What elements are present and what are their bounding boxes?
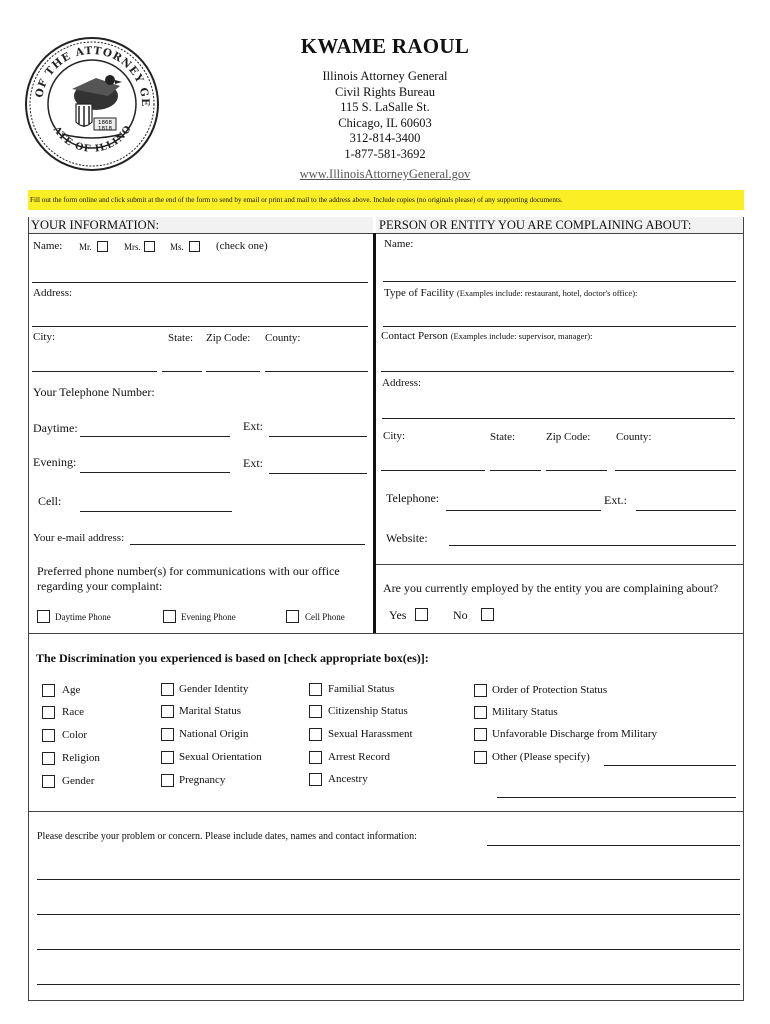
other-specify-field[interactable] [604,765,736,766]
discrimination-heading: The Discrimination you experienced is based on [check appropriate box(es)]: [36,651,429,665]
describe-line-2[interactable] [37,879,740,880]
evening-field[interactable] [80,472,230,473]
order-of-protection-label: Order of Protection Status [492,684,608,696]
military-status-label: Military Status [492,706,558,718]
facility-type-label: Type of Facility (Examples include: restaurant, hotel, doctor's office): [384,287,638,299]
address-line-1: Illinois Attorney General [322,69,448,83]
ms-checkbox[interactable] [189,241,200,252]
telephone-label: Your Telephone Number: [33,385,155,399]
yes-label: Yes [389,608,407,622]
describe-line-5[interactable] [37,984,740,985]
national-origin-label: National Origin [179,728,249,740]
cell-phone-label: Cell Phone [305,612,345,622]
ms-label: Ms. [170,242,184,252]
email-field[interactable] [130,544,365,545]
daytime-field[interactable] [80,436,230,437]
name-field[interactable] [32,282,368,283]
check-one-label: (check one) [216,240,268,252]
marital-status-checkbox[interactable] [161,705,174,718]
contact-person-label: Contact Person (Examples include: supervisor, manager): [381,330,593,342]
military-status-checkbox[interactable] [474,706,487,719]
column-divider [373,233,376,633]
website-link[interactable]: www.IllinoisAttorneyGeneral.gov [299,167,471,181]
age-label: Age [62,684,81,696]
cell-label: Cell: [38,494,62,508]
zip-field[interactable] [206,371,260,372]
entity-address-label: Address: [382,377,422,389]
name-label: Name: [33,240,63,252]
header-divider [28,233,744,234]
evening-ext-field[interactable] [269,473,367,474]
evening-label: Evening: [33,455,77,469]
daytime-phone-checkbox[interactable] [37,610,50,623]
entity-city-label: City: [383,430,406,442]
pregnancy-checkbox[interactable] [161,774,174,787]
mrs-checkbox[interactable] [144,241,155,252]
email-label: Your e-mail address: [33,532,125,544]
entity-ext-field[interactable] [636,510,736,511]
national-origin-checkbox[interactable] [161,728,174,741]
seal-year-2: 1818 [98,126,112,132]
arrest-record-label: Arrest Record [328,751,391,763]
entity-ext-label: Ext.: [604,493,627,507]
county-label: County: [265,332,301,344]
address-line-4: Chicago, IL 60603 [338,115,432,130]
other-label: Other (Please specify) [492,751,590,763]
employed-question: Are you currently employed by the entity you are complaining about? [383,581,719,595]
section-divider-1 [28,633,744,634]
age-checkbox[interactable] [42,684,55,697]
unfavorable-discharge-label: Unfavorable Discharge from Military [492,728,658,740]
other-checkbox[interactable] [474,751,487,764]
zip-label: Zip Code: [206,332,251,344]
address-line-6: 1-877-581-3692 [344,146,426,161]
employed-yes-checkbox[interactable] [415,608,428,621]
your-information-heading: YOUR INFORMATION: [29,217,373,233]
entity-telephone-label: Telephone: [386,491,440,505]
entity-county-label: County: [616,431,652,443]
city-field[interactable] [32,371,157,372]
contact-person-field[interactable] [381,371,734,372]
mr-checkbox[interactable] [97,241,108,252]
religion-label: Religion [62,752,100,764]
county-field[interactable] [265,371,368,372]
address-label: Address: [33,287,73,299]
describe-line-4[interactable] [37,949,740,950]
daytime-phone-label: Daytime Phone [55,612,111,622]
other-specify-field-2[interactable] [497,797,736,798]
entity-name-field[interactable] [383,281,736,282]
mrs-label: Mrs. [124,242,141,252]
daytime-ext-label: Ext: [243,419,263,433]
ancestry-checkbox[interactable] [309,773,322,786]
entity-zip-label: Zip Code: [546,431,591,443]
facility-type-field[interactable] [383,326,736,327]
employed-no-checkbox[interactable] [481,608,494,621]
no-label: No [453,608,468,622]
evening-ext-label: Ext: [243,456,263,470]
city-label: City: [33,331,56,343]
cell-phone-checkbox[interactable] [286,610,299,623]
color-label: Color [62,729,88,741]
employment-divider [376,564,743,565]
address-field[interactable] [32,326,368,327]
unfavorable-discharge-checkbox[interactable] [474,728,487,741]
evening-phone-checkbox[interactable] [163,610,176,623]
daytime-ext-field[interactable] [269,436,367,437]
preferred-label-1: Preferred phone number(s) for communications with our office [37,564,340,578]
entity-telephone-field[interactable] [446,510,601,511]
seal-outer-text: OF THE ATTORNEY GE [33,44,152,108]
entity-name-label: Name: [384,238,414,250]
address-line-3: 115 S. LaSalle St. [340,100,430,114]
gender-identity-checkbox[interactable] [161,683,174,696]
seal-year-1: 1868 [98,120,112,126]
cell-field[interactable] [80,511,232,512]
describe-line-1[interactable] [487,845,740,846]
order-of-protection-checkbox[interactable] [474,684,487,697]
mr-label: Mr. [79,242,92,252]
sexual-orientation-checkbox[interactable] [161,751,174,764]
gender-identity-label: Gender Identity [179,683,249,695]
frame-bottom [28,1000,744,1001]
sexual-harassment-label: Sexual Harassment [328,728,413,740]
entity-website-field[interactable] [449,545,736,546]
instructions-banner: Fill out the form online and click submit at the end of the form to send by email or print and mail to the address above. Include copies (no originals please) of any supporting documents. [28,190,744,210]
address-line-5: 312-814-3400 [349,131,421,145]
citizenship-status-checkbox[interactable] [309,705,322,718]
entity-address-field[interactable] [382,418,735,419]
describe-line-3[interactable] [37,914,740,915]
daytime-label: Daytime: [33,421,78,435]
frame-left [28,217,29,1000]
arrest-record-checkbox[interactable] [309,751,322,764]
entity-county-field[interactable] [615,470,736,471]
state-label: State: [168,332,194,344]
seal-inner-text: ATE OF ILLINO [50,123,135,155]
sexual-harassment-checkbox[interactable] [309,728,322,741]
ancestry-label: Ancestry [328,773,368,785]
entity-state-label: State: [490,431,516,443]
entity-city-field[interactable] [381,470,485,471]
preferred-label-2: regarding your complaint: [37,579,163,593]
race-label: Race [62,706,84,718]
familial-status-checkbox[interactable] [309,683,322,696]
color-checkbox[interactable] [42,729,55,742]
state-field[interactable] [162,371,202,372]
evening-phone-label: Evening Phone [181,612,236,622]
gender-checkbox[interactable] [42,775,55,788]
pregnancy-label: Pregnancy [179,774,226,786]
frame-right [743,217,744,1000]
religion-checkbox[interactable] [42,752,55,765]
familial-status-label: Familial Status [328,683,395,695]
race-checkbox[interactable] [42,706,55,719]
section-divider-2 [28,811,744,812]
entity-state-field[interactable] [490,470,541,471]
attorney-general-name: KWAME RAOUL [300,34,470,58]
entity-zip-field[interactable] [546,470,607,471]
entity-website-label: Website: [386,531,428,545]
address-line-2: Civil Rights Bureau [335,84,435,99]
describe-label: Please describe your problem or concern. Please include dates, names and contact information: [37,831,417,842]
gender-label: Gender [62,775,95,787]
complaint-against-heading: PERSON OR ENTITY YOU ARE COMPLAINING ABOUT: [376,217,743,233]
citizenship-status-label: Citizenship Status [328,705,408,717]
marital-status-label: Marital Status [179,705,242,717]
sexual-orientation-label: Sexual Orientation [179,751,262,763]
